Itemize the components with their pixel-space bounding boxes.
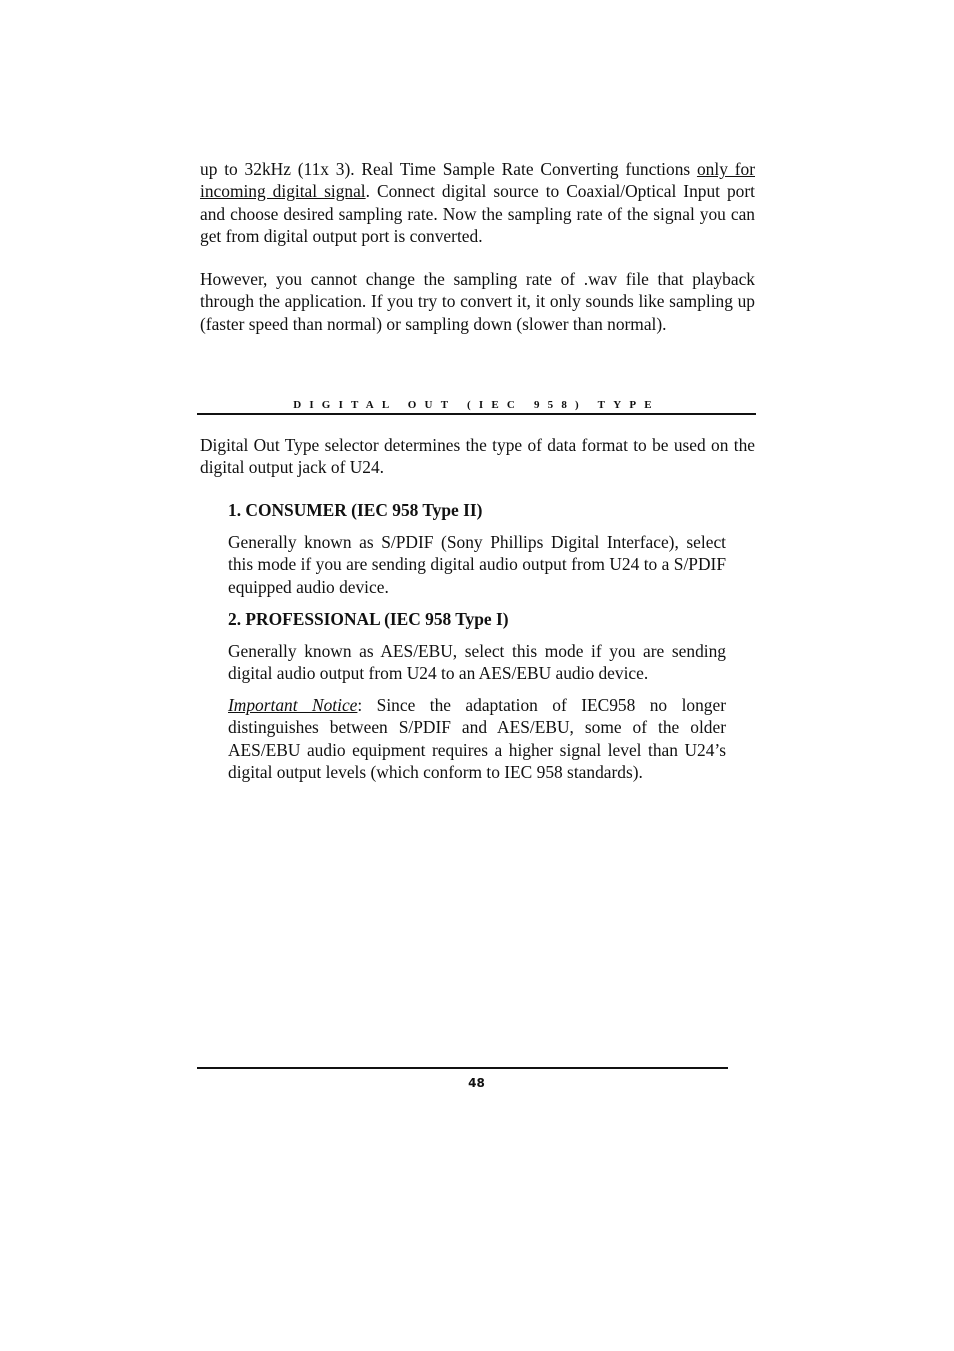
professional-heading: 2. PROFESSIONAL (IEC 958 Type I) (228, 609, 509, 629)
underlined-emphasis: only for incoming digital signal (200, 159, 755, 202)
paragraph-digital-out-intro: Digital Out Type selector determines the type of data format to be used on the digital output jack of U24. (200, 435, 755, 478)
section-divider (197, 413, 756, 415)
consumer-description: Generally known as S/PDIF (Sony Phillips Digital Interface), select this mode if you are sending digital audio output from U24 to a S/PDIF equipped audio device. (228, 532, 726, 597)
paragraph-wav-limitation: However, you cannot change the sampling rate of .wav file that playback through the application. If you try to convert it, it only sounds like sampling up (faster speed than normal) or sampling down (slower than normal). (200, 269, 755, 334)
section-heading: DIGITAL OUT (IEC 958) TYPE (293, 399, 660, 411)
professional-description: Generally known as AES/EBU, select this mode if you are sending digital audio output from U24 to an AES/EBU audio device. (228, 641, 726, 684)
paragraph-text: up to 32kHz (11x 3). Real Time Sample Rate Converting functions (200, 159, 697, 179)
notice-text: : Since the adaptation of IEC958 no longer distinguishes between S/PDIF and AES/EBU, some of the older AES/EBU audio equipment requires a higher signal level than U24’s digital output levels (which conform to IEC 958 standards). (228, 695, 726, 783)
consumer-heading: 1. CONSUMER (IEC 958 Type II) (228, 500, 483, 520)
paragraph-sample-rate-converter (200, 158, 755, 248)
paragraph-text: . Connect digital source to Coaxial/Optical Input port and choose desired sampling rate. Now the sampling rate of the signal you can get from digital output port is converted. (200, 181, 755, 247)
footer-divider (197, 1067, 728, 1069)
notice-label: Important Notice (228, 695, 358, 715)
page-number: 48 (468, 1076, 485, 1090)
important-notice (228, 694, 726, 784)
